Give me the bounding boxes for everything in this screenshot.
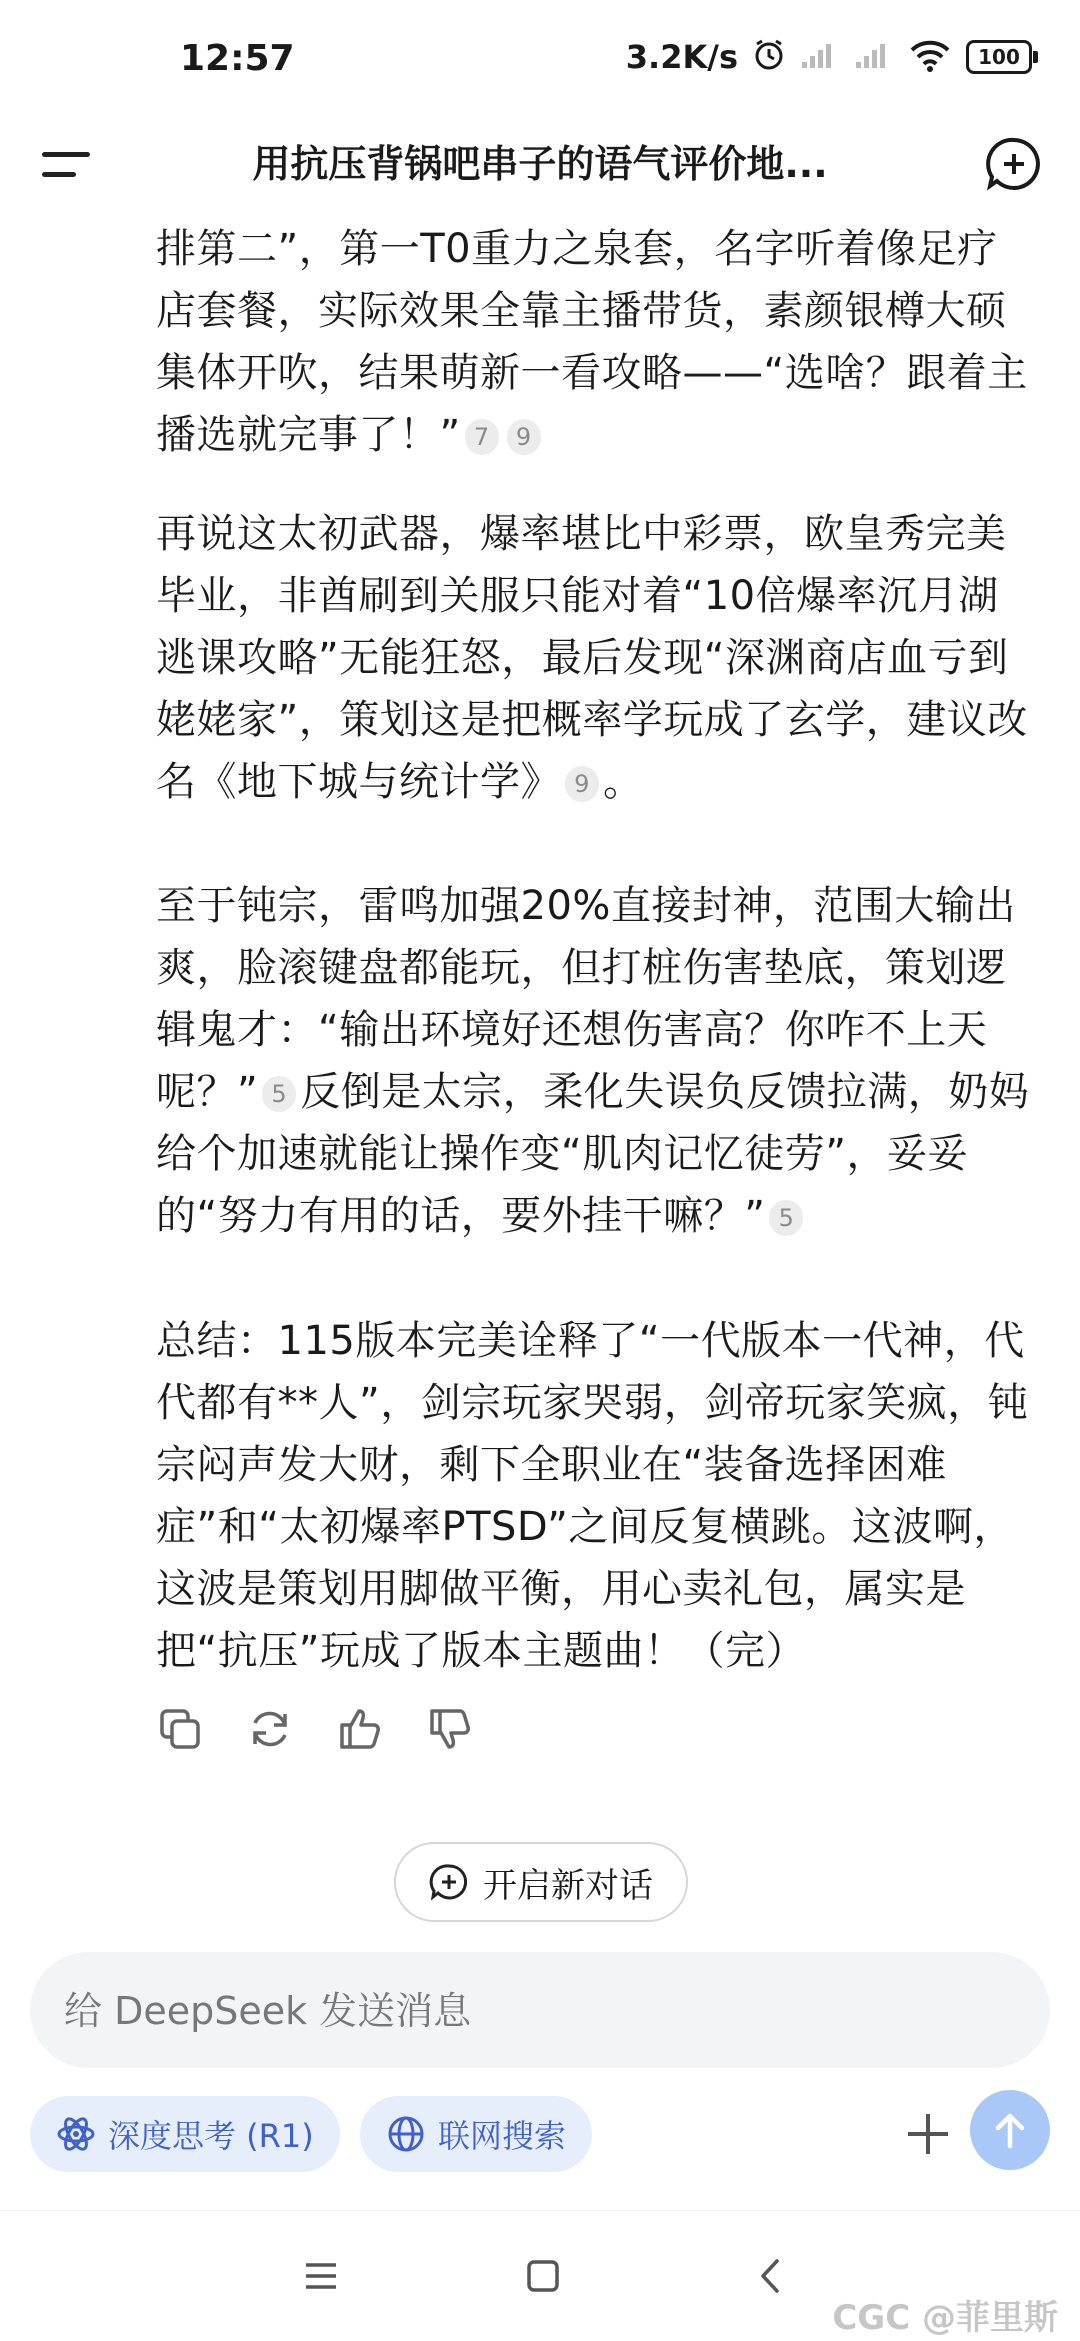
like-button[interactable] xyxy=(336,1705,384,1753)
arrow-up-icon xyxy=(988,2108,1032,2152)
paragraph-3 xyxy=(156,875,1036,1247)
paragraph-2 xyxy=(156,503,1036,813)
menu-button[interactable] xyxy=(38,132,102,196)
status-time: 12:57 xyxy=(180,38,295,79)
new-chat-button-top[interactable] xyxy=(982,132,1046,196)
watermark: CGC @菲里斯 xyxy=(832,2298,1058,2338)
globe-icon xyxy=(386,2114,426,2154)
network-speed: 3.2K/s xyxy=(625,38,738,76)
new-chat-icon xyxy=(429,1862,469,1902)
citation-badge[interactable]: 9 xyxy=(507,419,541,455)
input-tools xyxy=(30,2096,1050,2176)
top-bar xyxy=(0,110,1080,220)
signal-icon xyxy=(800,40,840,74)
regenerate-button[interactable] xyxy=(246,1705,294,1753)
menu-lines-icon xyxy=(296,2251,346,2301)
paragraph-text: 反倒是太宗，柔化失误负反馈拉满，奶妈给个加速就能让操作变“肌肉记忆徒劳”，妥妥的“努力有用的话，要外挂干嘛？” xyxy=(156,1069,1030,1239)
battery-icon: 100 xyxy=(966,40,1032,74)
paragraph-text: 至于钝宗，雷鸣加强20%直接封神，范围大输出爽，脸滚键盘都能玩，但打桩伤害垫底，策划逻辑鬼才：“输出环境好还想伤害高？你咋不上天呢？” xyxy=(156,883,1016,1115)
citation-badge[interactable]: 9 xyxy=(565,766,599,802)
menu-icon-line xyxy=(42,172,76,177)
send-button[interactable] xyxy=(970,2090,1050,2170)
chat-title: 用抗压背锅吧串子的语气评价地... xyxy=(252,142,828,186)
chevron-left-icon xyxy=(746,2251,796,2301)
new-conversation-button[interactable] xyxy=(394,1842,688,1922)
recents-button[interactable] xyxy=(296,2251,346,2301)
paragraph-text: 总结：115版本完美诠释了“一代版本一代神，代代都有**人”，剑宗玩家哭弱，剑帝玩家笑疯，钝宗闷声发大财，剩下全职业在“装备选择困难症”和“太初爆率PTSD”之间反复横跳。这波啊，这波是策划用脚做平衡，用心卖礼包，属实是把“抗压”玩成了版本主题曲！（完） xyxy=(156,1318,1029,1674)
citation-badge[interactable]: 5 xyxy=(262,1076,296,1112)
citation-badge[interactable]: 5 xyxy=(769,1200,803,1236)
alarm-icon xyxy=(752,38,786,76)
paragraph-text: 排第二”，第一T0重力之泉套，名字听着像足疗店套餐，实际效果全靠主播带货，素颜银樽大硕集体开吹，结果萌新一看攻略——“选啥？跟着主播选就完事了！” xyxy=(156,226,1028,458)
message-input[interactable] xyxy=(62,1952,1006,2070)
new-conversation-label: 开启新对话 xyxy=(483,1865,653,1906)
paragraph-text: 再说这太初武器，爆率堪比中彩票，欧皇秀完美毕业，非酋刷到关服只能对着“10倍爆率沉月湖逃课攻略”无能狂怒，最后发现“深渊商店血亏到姥姥家”，策划这是把概率学玩成了玄学，建议改名《地下城与统计学》 xyxy=(156,511,1028,805)
paragraph-1 xyxy=(156,218,1036,466)
home-button[interactable] xyxy=(518,2251,568,2301)
status-icons xyxy=(626,38,1032,76)
signal-icon-2 xyxy=(854,40,894,74)
web-search-label: 联网搜索 xyxy=(438,2117,567,2155)
thumbs-down-icon xyxy=(426,1705,474,1753)
web-search-toggle[interactable] xyxy=(360,2096,592,2172)
message-input-container xyxy=(30,1952,1050,2068)
refresh-icon xyxy=(246,1705,294,1753)
thumbs-up-icon xyxy=(336,1705,384,1753)
square-icon xyxy=(518,2251,568,2301)
wifi-icon xyxy=(908,38,952,76)
dislike-button[interactable] xyxy=(426,1705,474,1753)
status-bar xyxy=(0,0,1080,124)
copy-icon xyxy=(156,1705,204,1753)
attach-button[interactable] xyxy=(896,2102,960,2166)
back-button[interactable] xyxy=(746,2251,796,2301)
paragraph-text: 。 xyxy=(603,759,644,805)
message-content xyxy=(0,160,1080,1720)
deep-think-toggle[interactable] xyxy=(30,2096,340,2172)
citation-badge[interactable]: 7 xyxy=(465,419,499,455)
message-actions xyxy=(156,1705,474,1753)
deep-think-label: 深度思考 (R1) xyxy=(108,2117,314,2155)
plus-icon xyxy=(896,2102,960,2166)
new-chat-icon xyxy=(982,132,1046,196)
paragraph-4 xyxy=(156,1310,1036,1682)
menu-icon-line xyxy=(42,152,90,157)
copy-button[interactable] xyxy=(156,1705,204,1753)
atom-icon xyxy=(56,2114,96,2154)
